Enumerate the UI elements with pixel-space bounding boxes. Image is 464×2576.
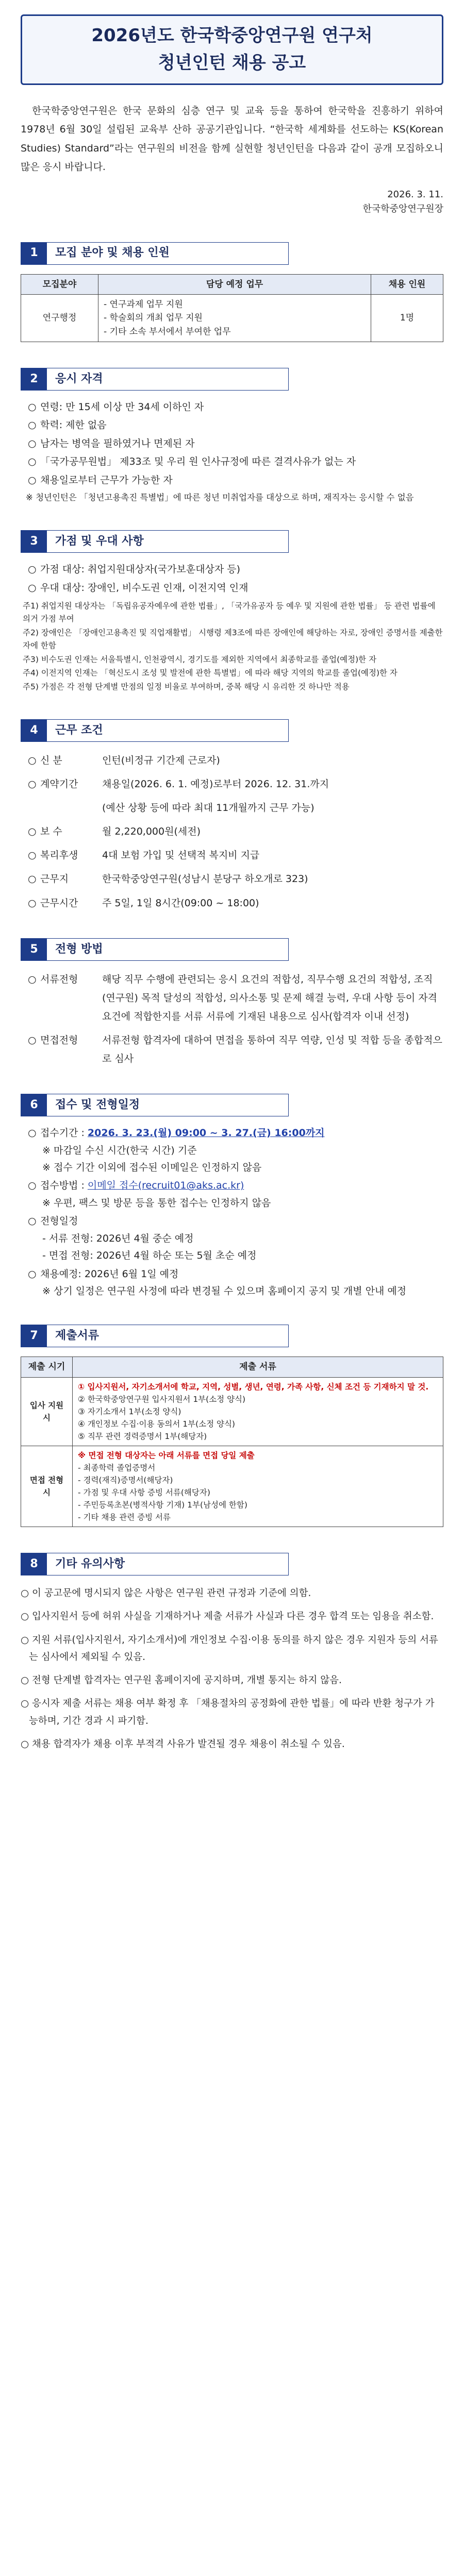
doc-item: ① 입사지원서, 자기소개서에 학교, 지역, 성별, 생년, 연령, 가족 사항, 신체 조건 등 기재하지 말 것. [78,1382,429,1392]
duty-item: - 학술회의 개최 업무 지원 [104,313,203,324]
selection-row: ○ 면접전형 서류전형 합격자에 대하여 면접을 통하여 직무 역량, 인성 및 적합 등을 종합적으로 심사 [28,1034,442,1064]
section-schedule [21,1094,443,1299]
doc-item: ※ 면접 전형 대상자는 아래 서류를 면접 당일 제출 [78,1450,255,1460]
section-bonus [21,530,443,693]
section-documents [21,1325,443,1527]
condition-row: ○ 신 분 인턴(비정규 기간제 근로자) [28,754,220,766]
items-cell [73,1377,443,1446]
notice-item: ○ 지원 서류(입사지원서, 자기소개서)에 개인정보 수집·이용 동의를 하지 않은 경우 지원자 등의 서류는 심사에서 제외될 수 있음. [21,1634,438,1663]
condition-row: ○ 근무시간 주 5일, 1일 8시간(09:00 ~ 18:00) [28,897,259,909]
section-number: 8 [21,1553,47,1575]
section-title: 가점 및 우대 사항 [55,535,144,548]
selection-row: ○ 서류전형 해당 직무 수행에 관련되는 응시 요건의 적합성, 직무수행 요건의 적합성, 조직(연구원) 목적 달성의 적합성, 의사소통 및 문제 해결 능력, 우대 사항 등이 자격 요건에 적합한지를 서류 서류에 기재된 내용으로 심사(합격자 이내 선정) [28,973,438,1022]
section-title: 전형 방법 [55,942,103,956]
section-title: 모집 분야 및 채용 인원 [55,246,170,260]
doc-item: ④ 개인정보 수집·이용 동의서 1부(소정 양식) [78,1419,235,1429]
note-item: 주3) 비수도권 인재는 서울특별시, 인천광역시, 경기도를 제외한 지역에서 최종학교를 졸업(예정)한 자 [23,654,377,664]
condition-row: ○ 보 수 월 2,220,000원(세전) [28,826,201,838]
section-number: 6 [21,1094,47,1116]
section-header [21,1094,289,1116]
condition-row: ○ 계약기간 채용일(2026. 6. 1. 예정)로부터 2026. 12. 31.까지 [28,778,329,790]
doc-item: - 주민등록초본(병적사항 기재) 1부(남성에 한함) [78,1500,247,1510]
period-item: ○ 접수기간 : 2026. 3. 23.(월) 09:00 ~ 3. 27.(금) 16:00까지 [28,1127,325,1139]
bonus-notes [21,600,443,693]
section-title: 접수 및 전형일정 [55,1098,140,1112]
email-link[interactable]: 이메일 접수(recruit01@aks.ac.kr) [87,1180,244,1192]
list-item: ○ 「국가공무원법」 제33조 및 우리 원 인사규정에 따른 결격사유가 없는 자 [28,456,356,468]
section-number: 2 [21,368,47,390]
section-recruitment [21,242,443,342]
notice-item: ○ 이 공고문에 명시되지 않은 사항은 연구원 관련 규정과 기준에 의함. [21,1587,311,1599]
section-title: 제출서류 [55,1329,100,1343]
list-item: ○ 채용일로부터 근무가 가능한 자 [28,474,173,486]
hire-note: ※ 상기 일정은 연구원 사정에 따라 변경될 수 있으며 홈페이지 공지 및 개별 안내 예정 [42,1285,407,1297]
table-row [21,1377,443,1446]
section-number: 7 [21,1325,47,1347]
method-item: ○ 접수방법 : 이메일 접수(recruit01@aks.ac.kr) [28,1180,244,1192]
section-selection [21,938,443,1068]
qualification-note: ※ 청년인턴은 「청년고용촉진 특별법」에 따른 청년 미취업자를 대상으로 하며, 재직자는 응시할 수 없음 [26,493,414,503]
step-item: - 서류 전형: 2026년 4월 중순 예정 [42,1232,194,1244]
announcement-org: 한국학중앙연구원장 [362,203,443,214]
list-item: ○ 연령: 만 15세 이상 만 34세 이하인 자 [28,401,204,413]
section-header [21,719,289,742]
section-qualifications [21,368,443,505]
doc-item: - 최종학력 졸업증명서 [78,1463,156,1472]
condition-row: (예산 상황 등에 따라 최대 11개월까지 근무 가능) [102,802,314,814]
list-item: ○ 남자는 병역을 필하였거나 면제된 자 [28,437,195,449]
duties-cell [98,294,371,342]
section-notes [21,1553,443,1753]
duty-item: - 기타 소속 부서에서 부여한 업무 [104,326,231,337]
documents-table [21,1357,443,1527]
section-conditions [21,719,443,912]
when-cell: 면접 전형 시 [21,1446,73,1527]
note-item: 주4) 이전지역 인재는 「혁신도시 조성 및 발전에 관한 특별법」에 따라 해당 지역의 학교를 졸업(예정)한 자 [23,668,397,678]
recruitment-table [21,274,443,342]
steps-item: ○ 전형일정 [28,1215,78,1227]
notice-item: ○ 채용 합격자가 채용 이후 부적격 사유가 발견될 경우 채용이 취소될 수 있음. [21,1739,345,1750]
page-subtitle: 청년인턴 채용 공고 [158,52,306,73]
doc-item: - 기타 채용 관련 증빙 서류 [78,1512,171,1522]
field-cell: 연구행정 [21,294,98,342]
list-item: ○ 우대 대상: 장애인, 비수도권 인재, 이전지역 인재 [28,582,248,594]
doc-item: - 가점 및 우대 사항 증빙 서류(해당자) [78,1487,210,1497]
count-cell: 1명 [371,294,443,342]
table-header: 모집분야 [21,274,98,294]
section-title: 기타 유의사항 [55,1557,125,1570]
step-item: - 면접 전형: 2026년 4월 하순 또는 5월 초순 예정 [42,1250,257,1262]
period-note: ※ 마감일 수신 시간(한국 시간) 기준 [42,1144,197,1156]
section-header [21,368,289,391]
section-header [21,242,289,265]
doc-item: ② 한국학중앙연구원 입사지원서 1부(소정 양식) [78,1394,246,1404]
note-item: 주5) 가점은 각 전형 단계별 만점의 일정 비율로 부여하며, 중복 해당 시 유리한 것 하나만 적용 [23,682,350,692]
items-cell [73,1446,443,1527]
section-header [21,530,289,553]
doc-item: ③ 자기소개서 1부(소정 양식) [78,1406,181,1416]
notice-item: ○ 입사지원서 등에 허위 사실을 기재하거나 제출 서류가 사실과 다른 경우 합격 또는 임용을 취소함. [21,1611,434,1622]
announcement-date: 2026. 3. 11. [387,189,443,200]
condition-row: ○ 복리후생 4대 보험 가입 및 선택적 복지비 지급 [28,850,260,861]
section-number: 1 [21,243,47,264]
condition-row: ○ 근무지 한국학중앙연구원(성남시 분당구 하오개로 323) [28,873,308,885]
doc-item: - 경력(재직)증명서(해당자) [78,1475,173,1485]
period-note: ※ 접수 기간 이외에 접수된 이메일은 인정하지 않음 [42,1161,262,1173]
hire-item: ○ 채용예정: 2026년 6월 1일 예정 [28,1268,179,1280]
note-item: 주1) 취업지원 대상자는 「독립유공자예우에 관한 법률」, 「국가유공자 등 예우 및 지원에 관한 법률」 등 관련 법률에 의거 가점 부여 [23,601,436,624]
duty-item: - 연구과제 업무 지원 [104,299,183,310]
when-cell: 입사 지원 시 [21,1377,73,1446]
section-header [21,938,289,961]
section-number: 3 [21,531,47,552]
section-number: 4 [21,720,47,741]
table-row [21,1446,443,1527]
notice-item: ○ 응시자 제출 서류는 채용 여부 확정 후 「채용절차의 공정화에 관한 법률」에 따라 반환 청구가 가능하며, 기간 경과 시 파기함. [21,1698,435,1726]
intro-paragraph: 한국학중앙연구원은 한국 문화의 심층 연구 및 교육 등을 통하여 한국학을 진흥하기 위하여 1978년 6월 30일 설립된 교육부 산하 공공기관입니다. “한국학 세계화를 선도하는 KS(Korean Studies) Standard”라는 연구원의 비전을 함께 실현할 청년인턴을 다음과 같이 공개 모집하오니 많은 응시 바랍니다. [21,105,443,173]
section-title: 근무 조건 [55,723,103,737]
method-note: ※ 우편, 팩스 및 방문 등을 통한 접수는 인정하지 않음 [42,1197,271,1209]
section-title: 응시 자격 [55,372,103,385]
table-header: 제출 서류 [73,1357,443,1377]
section-number: 5 [21,939,47,960]
list-item: ○ 학력: 제한 없음 [28,419,107,431]
section-header [21,1325,289,1347]
table-header: 채용 인원 [371,274,443,294]
table-row [21,294,443,342]
title-banner [21,14,443,85]
section-header [21,1553,289,1575]
table-header: 제출 시기 [21,1357,73,1377]
period-value: 2026. 3. 23.(월) 09:00 ~ 3. 27.(금) 16:00까지 [87,1127,325,1139]
note-item: 주2) 장애인은 「장애인고용촉진 및 직업재활법」 시행령 제3조에 따른 장애인에 해당하는 자로, 장애인 증명서를 제출한 자에 한함 [23,628,443,650]
table-header: 담당 예정 업무 [98,274,371,294]
list-item: ○ 가점 대상: 취업지원대상자(국가보훈대상자 등) [28,564,241,575]
page-title: 2026년도 한국학중앙연구원 연구처 [91,25,373,46]
doc-item: ⑤ 직무 관련 경력증명서 1부(해당자) [78,1431,207,1441]
notice-item: ○ 전형 단계별 합격자는 연구원 홈페이지에 공지하며, 개별 통지는 하지 않음. [21,1675,342,1686]
